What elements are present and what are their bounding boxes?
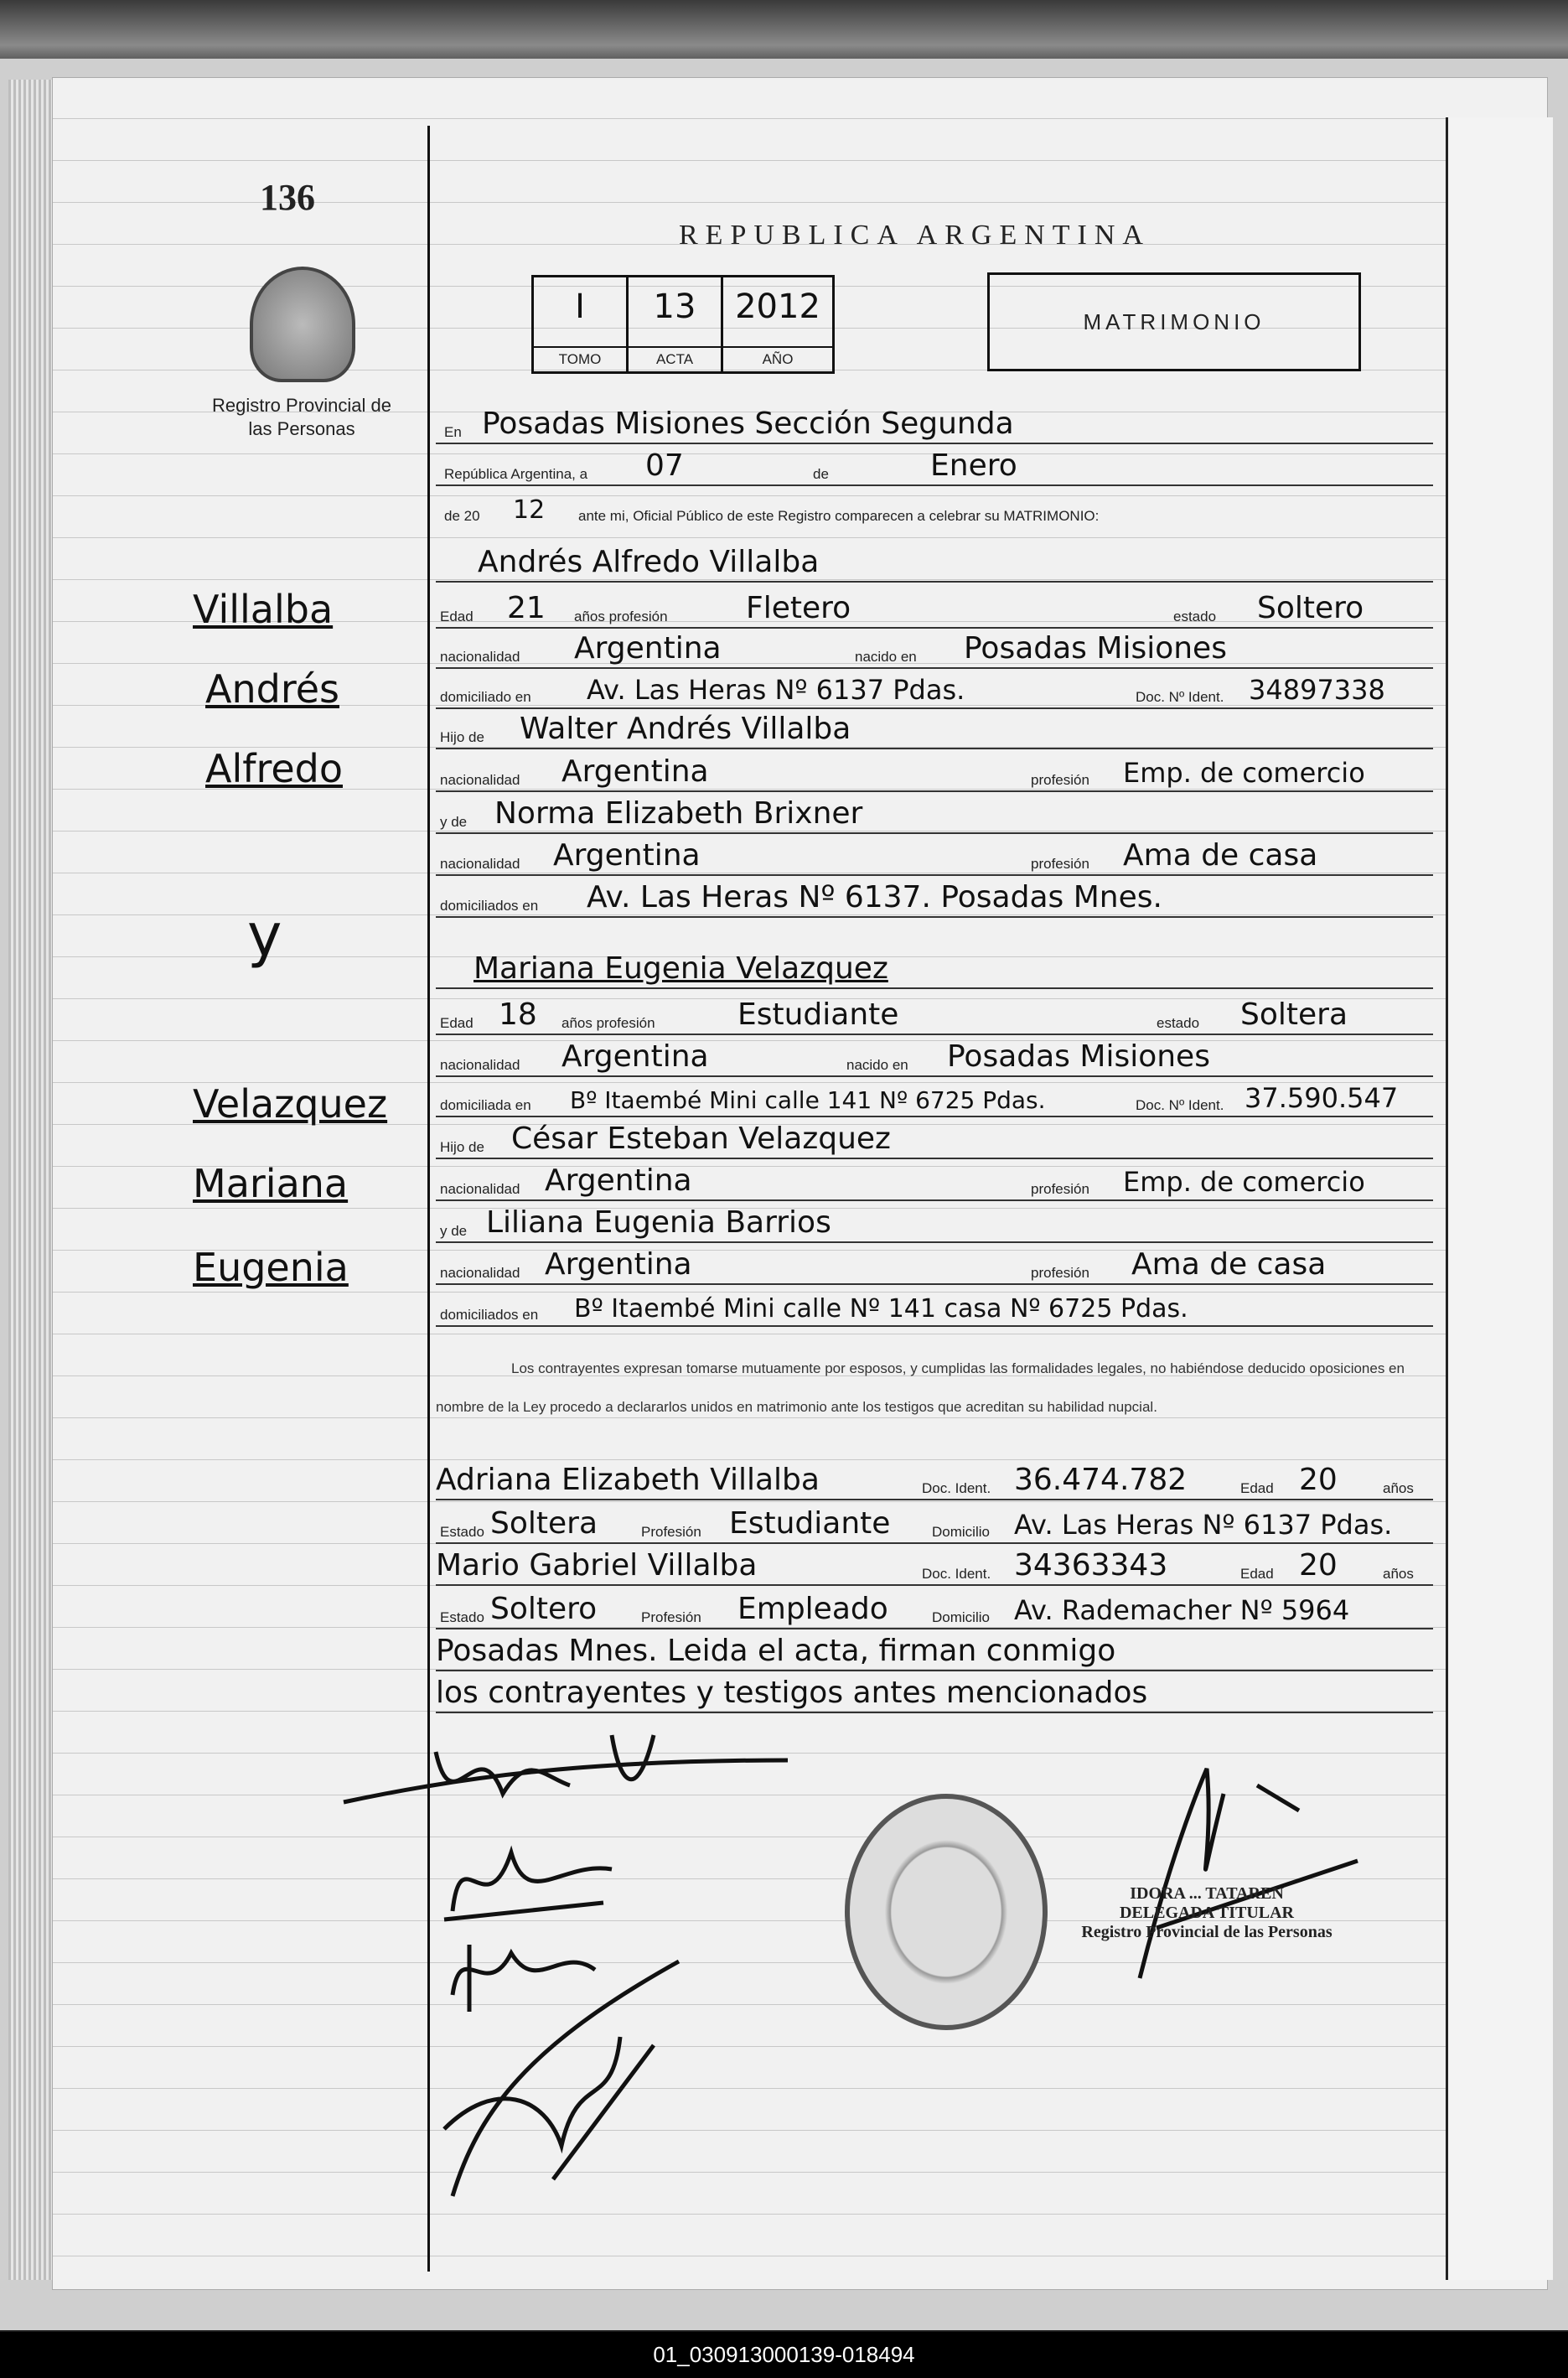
label-yde: y de <box>440 814 468 830</box>
witness1-doc: 36.474.782 <box>1014 1463 1188 1497</box>
bride-profession: Estudiante <box>737 997 899 1032</box>
groom-parents-address: Av. Las Heras Nº 6137. Posadas Mnes. <box>587 880 1162 914</box>
line-bride-nat <box>436 1035 1433 1077</box>
witness2-profession: Empleado <box>737 1592 888 1626</box>
label-profesion: profesión <box>1031 1265 1089 1281</box>
label-edad: Edad <box>1240 1566 1274 1582</box>
folio-number: 136 <box>260 177 315 218</box>
margin-bride-second: Eugenia <box>193 1245 349 1290</box>
line-bride-mother-nat <box>436 1243 1433 1285</box>
closing-text-1: Posadas Mnes. Leida el acta, firman conmigo <box>436 1634 1116 1668</box>
witness2-signature <box>427 1945 712 2213</box>
line-groom-age <box>436 587 1433 629</box>
margin-groom-first: Andrés <box>205 666 339 712</box>
witness2-doc: 34363343 <box>1014 1548 1168 1583</box>
bride-father: César Esteban Velazquez <box>511 1122 891 1156</box>
margin-bride-surname: Velazquez <box>193 1081 388 1127</box>
bride-mother-prof: Ama de casa <box>1131 1247 1327 1282</box>
label-anos: años <box>1383 1480 1414 1496</box>
year-value: 12 <box>513 495 546 525</box>
label-profesion: profesión <box>1031 1181 1089 1197</box>
groom-father-nat: Argentina <box>561 754 709 789</box>
label-edad: Edad <box>440 1015 474 1031</box>
witness2-name: Mario Gabriel Villalba <box>436 1548 758 1583</box>
bride-birthplace: Posadas Misiones <box>947 1039 1210 1074</box>
label-anos: años <box>1383 1566 1414 1582</box>
line-bride-parents-address <box>436 1285 1433 1327</box>
label-doc: Doc. Nº Ident. <box>1136 689 1224 705</box>
margin-groom-surname: Villalba <box>193 587 334 632</box>
groom-father: Walter Andrés Villalba <box>520 712 851 746</box>
label-nacionalidad: nacionalidad <box>440 1265 520 1281</box>
groom-birthplace: Posadas Misiones <box>964 631 1227 666</box>
place-value: Posadas Misiones Sección Segunda <box>482 407 1014 441</box>
acta-value: 13 <box>653 288 696 326</box>
groom-doc: 34897338 <box>1249 674 1385 706</box>
anio-label: AÑO <box>723 346 832 371</box>
label-nacionalidad: nacionalidad <box>440 1057 520 1073</box>
label-domiciliado: domiciliado en <box>440 689 531 705</box>
groom-mother-prof: Ama de casa <box>1123 838 1318 873</box>
witness1-age: 20 <box>1299 1463 1338 1497</box>
line-groom-address <box>436 667 1433 709</box>
bride-name: Mariana Eugenia Velazquez <box>474 951 888 986</box>
label-profesion-t: Profesión <box>641 1524 701 1540</box>
bride-father-nat: Argentina <box>545 1163 692 1198</box>
label-hijo: Hijo de <box>440 1139 484 1155</box>
official-stamp <box>1056 1884 1358 1942</box>
witness2-address: Av. Rademacher Nº 5964 <box>1014 1594 1350 1626</box>
label-nacionalidad: nacionalidad <box>440 856 520 872</box>
acta-label: ACTA <box>629 346 721 371</box>
coat-of-arms-icon <box>250 267 355 382</box>
label-estado: estado <box>1173 609 1217 624</box>
page-edges <box>8 80 59 2280</box>
bride-mother-nat: Argentina <box>545 1247 692 1282</box>
label-doc: Doc. Nº Ident. <box>1136 1097 1224 1113</box>
label-nacido: nacido en <box>855 649 917 665</box>
line-bride-mother <box>436 1201 1433 1243</box>
line-groom-father-nat <box>436 750 1433 792</box>
label-nacido: nacido en <box>846 1057 908 1073</box>
closing-text-2: los contrayentes y testigos antes mencionados <box>436 1676 1148 1710</box>
line-bride-address <box>436 1075 1433 1117</box>
label-profesion-t: Profesión <box>641 1609 701 1625</box>
label-republica: República Argentina, a <box>444 466 588 482</box>
witness1-profession: Estudiante <box>729 1506 891 1541</box>
line-witness1 <box>436 1458 1433 1500</box>
bride-parents-address: Bº Itaembé Mini calle Nº 141 casa Nº 6725 Pdas. <box>574 1294 1188 1324</box>
month-value: Enero <box>930 448 1017 483</box>
label-profesion: profesión <box>1031 772 1089 788</box>
label-de: de <box>813 466 829 482</box>
line-groom-mother <box>436 792 1433 834</box>
label-nacionalidad: nacionalidad <box>440 1181 520 1197</box>
witness1-status: Soltera <box>490 1506 598 1541</box>
label-nacionalidad: nacionalidad <box>440 772 520 788</box>
line-date <box>436 444 1433 486</box>
bride-address: Bº Itaembé Mini calle 141 Nº 6725 Pdas. <box>570 1086 1046 1114</box>
official-seal-icon <box>845 1794 1048 2030</box>
line-bride-age <box>436 993 1433 1035</box>
bride-mother: Liliana Eugenia Barrios <box>486 1205 831 1240</box>
label-hijo: Hijo de <box>440 729 484 745</box>
label-estado: estado <box>1157 1015 1200 1031</box>
line-closing-1 <box>436 1629 1433 1671</box>
tomo-label: TOMO <box>534 346 626 371</box>
bride-nationality: Argentina <box>561 1039 709 1074</box>
groom-nationality: Argentina <box>574 631 722 666</box>
tomo-acta-ano-box <box>531 275 835 374</box>
groom-signature <box>335 1702 805 1844</box>
acta-cell <box>629 277 723 371</box>
label-estado-t: Estado <box>440 1524 484 1540</box>
label-docident: Doc. Ident. <box>922 1480 991 1496</box>
witness1-address: Av. Las Heras Nº 6137 Pdas. <box>1014 1509 1393 1541</box>
label-edad: Edad <box>440 609 474 624</box>
line-groom-name <box>436 541 1433 583</box>
line-witness1-detail <box>436 1502 1433 1544</box>
line-place <box>436 402 1433 444</box>
line-groom-father <box>436 707 1433 749</box>
witness1-name: Adriana Elizabeth Villalba <box>436 1463 820 1497</box>
official-signature <box>1106 1760 1374 1995</box>
line-groom-parents-address <box>436 876 1433 918</box>
line-witness2 <box>436 1544 1433 1586</box>
groom-address: Av. Las Heras Nº 6137 Pdas. <box>587 674 965 706</box>
groom-name: Andrés Alfredo Villalba <box>478 545 820 579</box>
registry-name: Registro Provincial de las Personas <box>212 395 391 439</box>
day-value: 07 <box>645 448 684 483</box>
label-domiciliada: domiciliada en <box>440 1097 531 1113</box>
label-estado-t: Estado <box>440 1609 484 1625</box>
anio-cell <box>723 277 832 371</box>
anio-value: 2012 <box>735 288 820 326</box>
tomo-value: I <box>575 288 585 326</box>
bride-age: 18 <box>499 997 537 1032</box>
label-domiciliados: domiciliados en <box>440 1307 539 1323</box>
label-ante: ante mi, Oficial Público de este Registro comparecen a celebrar su MATRIMONIO: <box>578 508 1100 524</box>
bride-status: Soltera <box>1240 997 1348 1032</box>
label-yde: y de <box>440 1223 468 1239</box>
margin-conjunction: y <box>247 901 282 970</box>
label-domicilio-t: Domicilio <box>932 1524 990 1540</box>
legal-clause: Los contrayentes expresan tomarse mutuamente por esposos, y cumplidas las formalidades legales, no habiéndose deducido oposiciones en nombre de la Ley procedo a declararlos unidos en matrimonio ante los testigos que acreditan su habilidad nupcial. <box>436 1360 1405 1415</box>
scan-id-footer: 01_030913000139-018494 <box>0 2332 1568 2378</box>
groom-father-prof: Emp. de comercio <box>1123 757 1365 789</box>
label-en: En <box>444 424 462 440</box>
groom-profession: Fletero <box>746 591 851 625</box>
label-domicilio-t: Domicilio <box>932 1609 990 1625</box>
line-bride-name <box>436 947 1433 989</box>
groom-age: 21 <box>507 591 546 625</box>
witness2-status: Soltero <box>490 1592 598 1626</box>
line-groom-nat <box>436 627 1433 669</box>
groom-mother-nat: Argentina <box>553 838 701 873</box>
label-docident: Doc. Ident. <box>922 1566 991 1582</box>
margin-groom-second: Alfredo <box>205 746 343 791</box>
witness2-age: 20 <box>1299 1548 1338 1583</box>
bride-doc: 37.590.547 <box>1245 1082 1399 1114</box>
bride-father-prof: Emp. de comercio <box>1123 1166 1365 1198</box>
right-page-edge <box>1446 117 1553 2280</box>
groom-mother: Norma Elizabeth Brixner <box>494 796 863 831</box>
label-anos-prof: años profesión <box>574 609 668 624</box>
country-header: REPUBLICA ARGENTINA <box>679 220 1151 251</box>
line-witness2-detail <box>436 1588 1433 1629</box>
margin-bride-first: Mariana <box>193 1161 349 1206</box>
label-edad: Edad <box>1240 1480 1274 1496</box>
act-type-box: MATRIMONIO <box>987 272 1361 371</box>
label-profesion: profesión <box>1031 856 1089 872</box>
label-anos-prof: años profesión <box>561 1015 655 1031</box>
tomo-cell <box>534 277 629 371</box>
label-de20: de 20 <box>444 508 480 524</box>
line-year <box>436 486 1433 526</box>
official-name: IDORA ... TATAREN <box>1130 1884 1284 1903</box>
label-nacionalidad: nacionalidad <box>440 649 520 665</box>
line-groom-mother-nat <box>436 834 1433 876</box>
groom-status: Soltero <box>1257 591 1364 625</box>
official-title: DELEGADA TITULAR <box>1119 1904 1295 1922</box>
label-domiciliados: domiciliados en <box>440 898 539 914</box>
line-bride-father <box>436 1117 1433 1159</box>
line-bride-father-nat <box>436 1159 1433 1201</box>
official-office: Registro Provincial de las Personas <box>1081 1923 1333 1941</box>
